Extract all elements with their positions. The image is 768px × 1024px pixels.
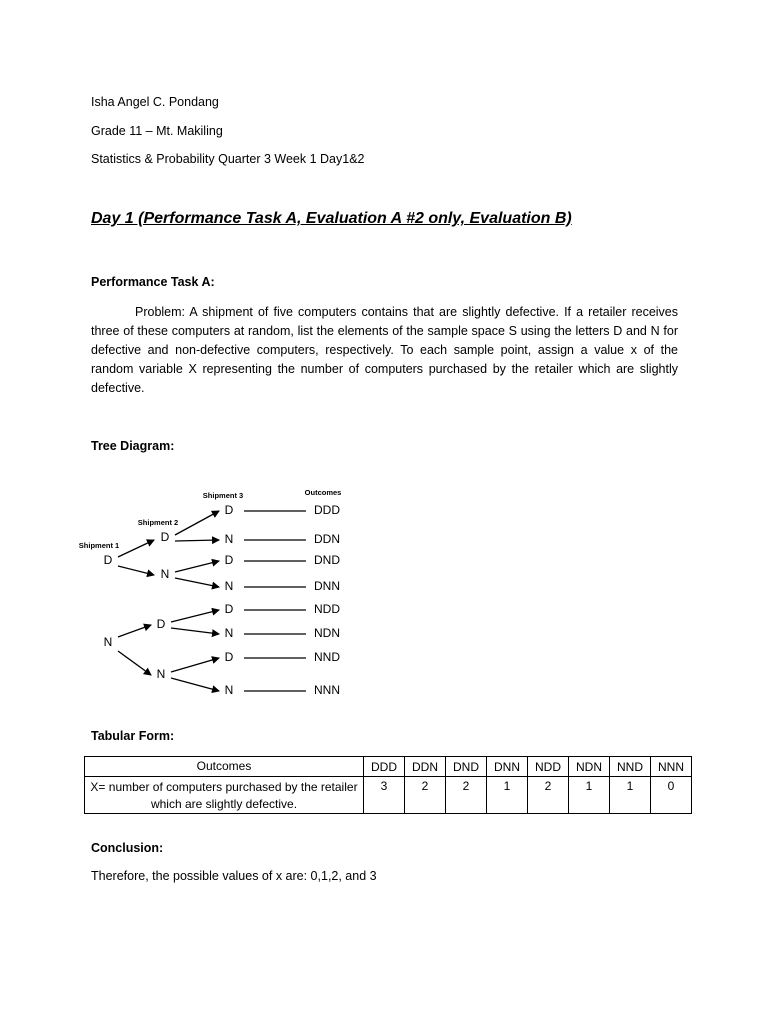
table-value-cell: 2 xyxy=(528,777,569,814)
problem-text: Problem: A shipment of five computers contains that are slightly defective. If a retailer receives three of these computers at random, list the elements of the sample space S using the letters D and N for defective and non-defective computers, respectively. To each sample point, assign a value x of the random variable X representing the number of computers purchased by the retailer which are slightly defective. xyxy=(91,305,678,395)
table-outcome-cell: DND xyxy=(446,757,487,777)
tree-outcome: NNN xyxy=(314,683,340,698)
tree-outcome: DNN xyxy=(314,579,340,594)
task-heading: Performance Task A: xyxy=(91,275,215,289)
table-value-cell: 0 xyxy=(651,777,692,814)
grade-section: Grade 11 – Mt. Makiling xyxy=(91,124,223,138)
student-name: Isha Angel C. Pondang xyxy=(91,95,219,109)
shipment-3-label: Shipment 3 xyxy=(202,490,244,500)
tree-branch xyxy=(171,610,219,622)
tabular-heading: Tabular Form: xyxy=(91,729,175,743)
tree-branch xyxy=(118,625,151,637)
table-value-cell: 1 xyxy=(487,777,528,814)
tree-branch xyxy=(118,566,154,575)
tree-branch xyxy=(175,511,219,535)
tree-node-level-2: D xyxy=(156,617,166,632)
tree-outcome: DND xyxy=(314,553,340,568)
tree-branch xyxy=(171,678,219,691)
outcomes-label: Outcomes xyxy=(304,487,342,497)
table-outcome-cell: NDD xyxy=(528,757,569,777)
tree-outcome: DDD xyxy=(314,503,340,518)
problem-paragraph xyxy=(91,303,678,398)
tree-node-level-2: D xyxy=(160,530,170,545)
conclusion-heading: Conclusion: xyxy=(91,841,164,855)
table-header-row xyxy=(85,757,692,777)
tree-outcome: NND xyxy=(314,650,340,665)
tree-node-level-1: N xyxy=(103,635,113,650)
day-title: Day 1 (Performance Task A, Evaluation A #2 only, Evaluation B) xyxy=(91,210,572,227)
shipment-2-label: Shipment 2 xyxy=(137,517,179,527)
tree-branch xyxy=(118,651,151,675)
tree-branch xyxy=(175,578,219,587)
table-value-cell: 3 xyxy=(364,777,405,814)
tree-branch xyxy=(171,628,219,634)
tree-node-level-3: D xyxy=(224,650,234,665)
table-outcome-cell: NND xyxy=(610,757,651,777)
table-value-cell: 2 xyxy=(446,777,487,814)
tree-branch xyxy=(118,540,154,557)
tree-branch xyxy=(175,540,219,541)
tree-node-level-3: N xyxy=(224,579,234,594)
table-value-cell: 1 xyxy=(569,777,610,814)
shipment-1-label: Shipment 1 xyxy=(78,540,120,550)
table-value-row xyxy=(85,777,692,814)
tree-branch xyxy=(171,658,219,672)
tree-node-level-1: D xyxy=(103,553,113,568)
table-value-cell: 2 xyxy=(405,777,446,814)
tree-diagram xyxy=(0,480,400,710)
tree-node-level-2: N xyxy=(156,667,166,682)
tree-node-level-3: D xyxy=(224,553,234,568)
tree-node-level-3: N xyxy=(224,683,234,698)
table-outcome-cell: NNN xyxy=(651,757,692,777)
tree-heading: Tree Diagram: xyxy=(91,439,175,453)
subject-line: Statistics & Probability Quarter 3 Week 1 Day1&2 xyxy=(91,152,365,166)
tree-node-level-3: D xyxy=(224,602,234,617)
outcome-table xyxy=(84,756,692,814)
tree-node-level-3: N xyxy=(224,532,234,547)
table-header-label: Outcomes xyxy=(85,757,364,777)
table-outcome-cell: NDN xyxy=(569,757,610,777)
conclusion-text: Therefore, the possible values of x are: 0,1,2, and 3 xyxy=(91,869,377,883)
tree-branch xyxy=(175,561,219,572)
tree-node-level-2: N xyxy=(160,567,170,582)
table-row-label: X= number of computers purchased by the retailer which are slightly defective. xyxy=(85,777,364,814)
tree-node-level-3: D xyxy=(224,503,234,518)
tree-outcome: NDD xyxy=(314,602,340,617)
table-outcome-cell: DNN xyxy=(487,757,528,777)
table-outcome-cell: DDD xyxy=(364,757,405,777)
table-value-cell: 1 xyxy=(610,777,651,814)
table-outcome-cell: DDN xyxy=(405,757,446,777)
tree-outcome: DDN xyxy=(314,532,340,547)
tree-outcome: NDN xyxy=(314,626,340,641)
tree-node-level-3: N xyxy=(224,626,234,641)
